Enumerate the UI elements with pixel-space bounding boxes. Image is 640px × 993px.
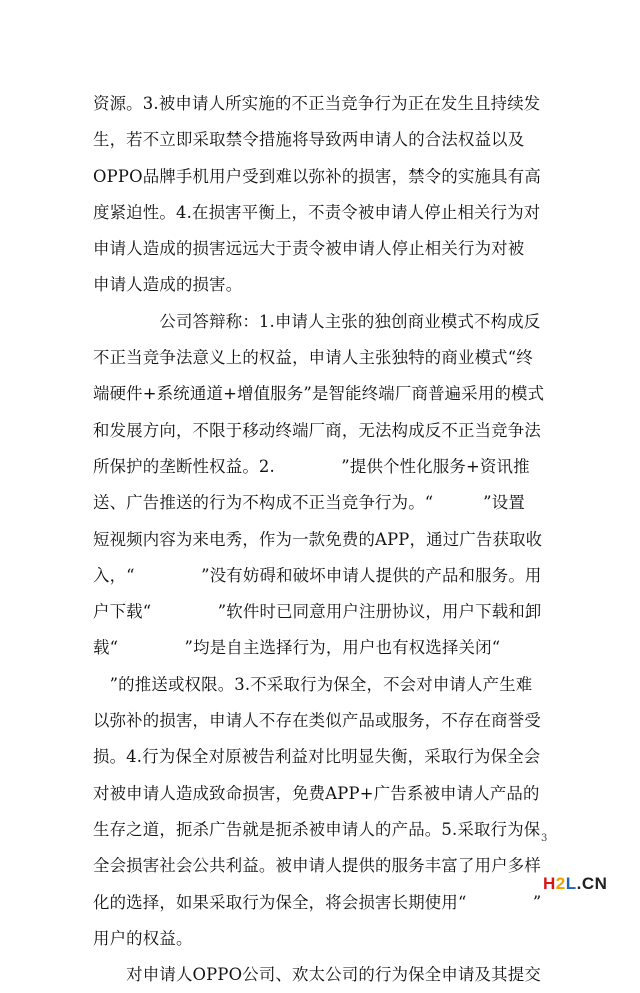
watermark-cn: .CN <box>576 874 608 893</box>
text-line: 和发展方向，不限于移动终端厂商，无法构成反不正当竞争法 <box>93 420 541 440</box>
text-line: 以弥补的损害，申请人不存在类似产品或服务，不存在商誉受 <box>93 711 541 731</box>
watermark-2: 2 <box>555 874 566 893</box>
text-line: 户下载“ ”软件时已同意用户注册协议，用户下载和卸 <box>93 602 542 622</box>
text-line: 所保护的垄断性权益。2. ”提供个性化服务+资讯推 <box>93 456 530 476</box>
text-line: ”的推送或权限。3.不采取行为保全，不会对申请人产生难 <box>93 674 533 694</box>
text-line: 生存之道，扼杀广告就是扼杀被申请人的产品。5.采取行为保 <box>93 819 541 839</box>
text-line: 端硬件+系统通道+增值服务”是智能终端厂商普遍采用的模式 <box>93 384 545 404</box>
text-line: 公司答辩称：1.申请人主张的独创商业模式不构成反 <box>93 311 541 331</box>
text-line: 资源。3.被申请人所实施的不正当竞争行为正在发生且持续发 <box>93 94 541 113</box>
text-line: 不正当竞争法意义上的权益，申请人主张独特的商业模式“终 <box>93 348 533 368</box>
text-line: 载“ ”均是自主选择行为，用户也有权选择关闭“ <box>93 638 501 658</box>
text-line: 短视频内容为来电秀，作为一款免费的APP，通过广告获取收 <box>93 529 543 549</box>
text-line: 申请人造成的损害。 <box>93 275 243 295</box>
text-line: 损。4.行为保全对原被告利益对比明显失衡，采取行为保全会 <box>93 747 541 767</box>
text-line: 对申请人OPPO公司、欢太公司的行为保全申请及其提交 <box>93 965 541 985</box>
text-line: 用户的权益。 <box>93 928 193 948</box>
text-line: OPPO品牌手机用户受到难以弥补的损害，禁令的实施具有高 <box>93 166 541 186</box>
text-line: 申请人造成的损害远远大于责令被申请人停止相关行为对被 <box>93 239 525 259</box>
body-text <box>93 86 551 993</box>
watermark-l: L <box>565 874 577 893</box>
text-line: 生，若不立即采取禁令措施将导致两申请人的合法权益以及 <box>93 130 525 150</box>
watermark-h: H <box>543 874 556 893</box>
text-line: 入，“ ”没有妨碍和破坏申请人提供的产品和服务。用 <box>93 565 542 585</box>
page-number: 3 <box>541 833 548 844</box>
text-line: 对被申请人造成致命损害，免费APP+广告系被申请人产品的 <box>93 783 540 803</box>
h2l-watermark-logo <box>543 874 607 894</box>
text-line: 度紧迫性。4.在损害平衡上，不责令被申请人停止相关行为对 <box>93 202 541 222</box>
text-line: 送、广告推送的行为不构成不正当竞争行为。“ ”设置 <box>93 493 525 513</box>
text-line: 全会损害社会公共利益。被申请人提供的服务丰富了用户多样 <box>93 856 541 876</box>
text-line: 化的选择，如果采取行为保全，将会损害长期使用“ ” <box>93 892 542 912</box>
